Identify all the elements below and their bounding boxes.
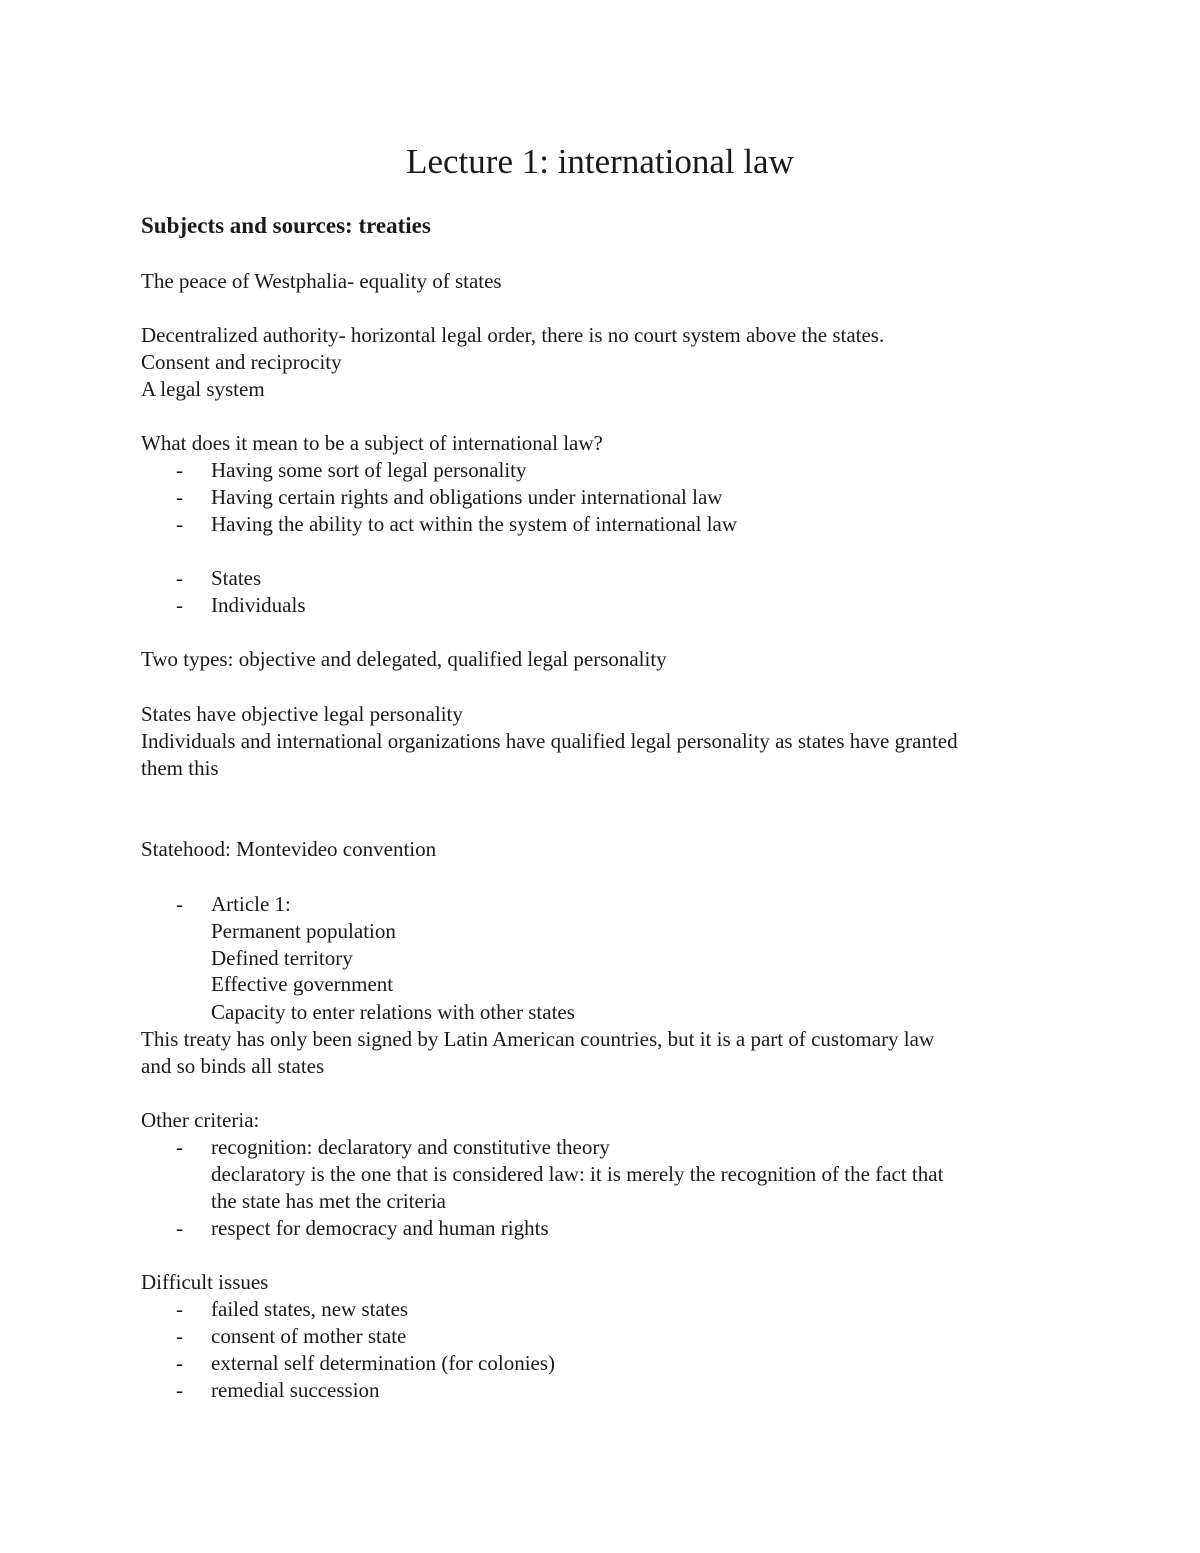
list-item: Individuals [211,593,306,617]
text-line: This treaty has only been signed by Latin American countries, but it is a part of customary law [141,1027,935,1051]
text-line: Two types: objective and delegated, qualified legal personality [141,647,667,671]
text-line: Decentralized authority- horizontal legal order, there is no court system above the states. [141,323,885,347]
list-item: remedial succession [211,1378,380,1402]
bullet-dash: - [176,458,183,482]
text-line: What does it mean to be a subject of international law? [141,431,603,455]
text-line: Individuals and international organizations have qualified legal personality as states have granted [141,729,958,753]
section-heading: Subjects and sources: treaties [141,213,431,238]
list-item-continuation: the state has met the criteria [211,1189,446,1213]
bullet-dash: - [176,566,183,590]
list-item: Having the ability to act within the system of international law [211,512,738,536]
bullet-dash: - [176,1324,183,1348]
text-line: Difficult issues [141,1270,269,1294]
text-line: Other criteria: [141,1108,260,1132]
bullet-dash: - [176,512,183,536]
list-item: recognition: declaratory and constitutive theory [211,1135,610,1159]
list-item-continuation: Effective government [211,972,394,996]
bullet-dash: - [176,593,183,617]
list-item: States [211,566,262,590]
text-line: The peace of Westphalia- equality of states [141,269,502,293]
bullet-dash: - [176,485,183,509]
page-title: Lecture 1: international law [406,142,794,181]
text-line: and so binds all states [141,1054,325,1078]
list-item-continuation: declaratory is the one that is considered law: it is merely the recognition of the fact that [211,1162,944,1186]
list-item-continuation: Capacity to enter relations with other states [211,1000,575,1024]
bullet-dash: - [176,1378,183,1402]
list-item-continuation: Defined territory [211,946,353,970]
text-line: Statehood: Montevideo convention [141,837,437,861]
list-item: failed states, new states [211,1297,409,1321]
list-item: Article 1: [211,892,291,916]
text-line: A legal system [141,377,265,401]
bullet-dash: - [176,1351,183,1375]
list-item: Having some sort of legal personality [211,458,527,482]
bullet-dash: - [176,892,183,916]
text-line: them this [141,756,219,780]
list-item: Having certain rights and obligations under international law [211,485,723,509]
list-item: consent of mother state [211,1324,407,1348]
bullet-dash: - [176,1297,183,1321]
bullet-dash: - [176,1135,183,1159]
text-line: States have objective legal personality [141,702,463,726]
list-item-continuation: Permanent population [211,919,396,943]
bullet-dash: - [176,1216,183,1240]
list-item: external self determination (for colonies) [211,1351,556,1375]
text-line: Consent and reciprocity [141,350,342,374]
list-item: respect for democracy and human rights [211,1216,549,1240]
